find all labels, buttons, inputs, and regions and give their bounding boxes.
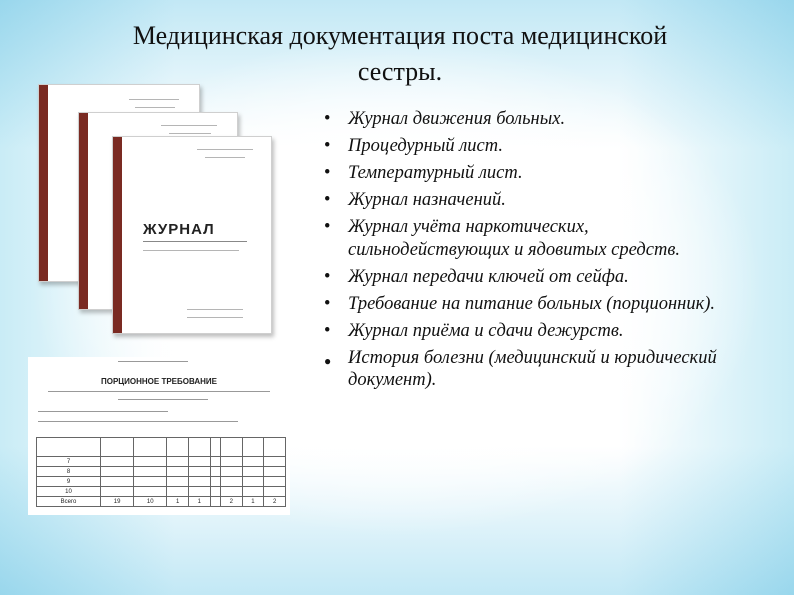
list-item (322, 216, 742, 261)
bullet-icon: ● (324, 353, 332, 368)
table-cell (167, 477, 189, 487)
cover-text-line (143, 250, 239, 251)
table-cell (188, 477, 210, 487)
form-text-line (118, 399, 208, 400)
list-item (322, 320, 742, 343)
table-cell: 8 (37, 467, 101, 477)
form-text-line (118, 361, 188, 362)
list-item (322, 347, 742, 392)
table-cell: 10 (134, 497, 167, 507)
journal-spine (79, 113, 88, 309)
table-cell (264, 438, 286, 457)
bullet-icon: • (324, 163, 331, 183)
table-cell: Всего (37, 497, 101, 507)
table-cell (220, 467, 242, 477)
table-cell (134, 467, 167, 477)
bullet-icon: • (324, 109, 331, 129)
table-cell (167, 467, 189, 477)
table-cell: 19 (101, 497, 134, 507)
table-cell (264, 487, 286, 497)
form-title: ПОРЦИОННОЕ ТРЕБОВАНИЕ (100, 377, 217, 386)
list-item (322, 266, 742, 289)
table-row (37, 497, 286, 507)
table-cell: 1 (167, 497, 189, 507)
form-table (36, 437, 286, 507)
table-cell (167, 457, 189, 467)
journal-cover-front (112, 136, 272, 334)
list-item-text: История болезни (медицинский и юридический документ). (348, 347, 717, 390)
table-cell: 9 (37, 477, 101, 487)
table-cell (101, 457, 134, 467)
table-cell (167, 438, 189, 457)
table-cell (220, 487, 242, 497)
list-item (322, 189, 742, 212)
table-cell (210, 467, 220, 477)
list-item-text: Требование на питание больных (порционник). (348, 293, 716, 314)
table-cell (264, 477, 286, 487)
table-cell (101, 438, 134, 457)
bullet-icon: • (324, 266, 331, 287)
table-cell (242, 457, 264, 467)
table-cell (134, 438, 167, 457)
table-cell (210, 438, 220, 457)
table-cell (101, 467, 134, 477)
list-item-text: Журнал передачи ключей от сейфа. (348, 266, 629, 287)
cover-text-line (135, 107, 175, 108)
table-cell (242, 477, 264, 487)
cover-text-line (129, 99, 179, 100)
table-row (37, 477, 286, 487)
bullet-icon: • (324, 293, 331, 314)
title-line-2: сестры. (357, 57, 443, 86)
table-cell (210, 477, 220, 487)
table-cell (242, 487, 264, 497)
table-cell (210, 487, 220, 497)
list-item (322, 162, 742, 185)
table-cell (188, 467, 210, 477)
cover-text-line (187, 309, 243, 310)
table-cell: 1 (242, 497, 264, 507)
cover-text-line (143, 241, 247, 242)
table-cell (134, 487, 167, 497)
table-cell (188, 438, 210, 457)
table-cell (134, 457, 167, 467)
table-cell (101, 487, 134, 497)
list-item (322, 293, 742, 316)
table-cell (188, 457, 210, 467)
table-cell (220, 477, 242, 487)
table-cell (167, 487, 189, 497)
cover-text-line (161, 125, 217, 126)
table-cell: 10 (37, 487, 101, 497)
ration-form-image (28, 357, 290, 515)
table-cell (134, 477, 167, 487)
bullet-icon: • (324, 136, 331, 156)
list-item-text: Журнал учёта наркотических, сильнодействующих и ядовитых средств. (348, 217, 680, 260)
form-text-line (48, 391, 270, 392)
bullet-icon: • (324, 190, 331, 210)
table-cell (210, 457, 220, 467)
table-cell (210, 497, 220, 507)
list-item-text: Журнал приёма и сдачи дежурств. (348, 320, 624, 341)
form-text-line (38, 421, 238, 422)
table-cell (37, 438, 101, 457)
table-row (37, 457, 286, 467)
table-cell (264, 457, 286, 467)
cover-text-line (205, 157, 245, 158)
journal-title: ЖУРНАЛ (143, 221, 215, 238)
table-cell (264, 467, 286, 477)
table-cell: 2 (220, 497, 242, 507)
list-item-text: Температурный лист. (348, 163, 523, 183)
table-row (37, 487, 286, 497)
table-cell (188, 487, 210, 497)
table-row (37, 467, 286, 477)
bullet-icon: • (324, 320, 331, 341)
list-item (322, 135, 742, 158)
cover-text-line (187, 317, 243, 318)
list-item (322, 108, 742, 131)
slide-title (60, 18, 740, 90)
journal-spine (39, 85, 48, 281)
table-cell: 1 (188, 497, 210, 507)
bullet-icon: • (324, 217, 331, 237)
table-cell (220, 438, 242, 457)
table-cell (242, 467, 264, 477)
cover-text-line (197, 149, 253, 150)
table-cell (220, 457, 242, 467)
cover-text-line (169, 133, 211, 134)
documents-list (322, 108, 742, 396)
table-cell (101, 477, 134, 487)
table-cell: 7 (37, 457, 101, 467)
form-text-line (38, 411, 168, 412)
list-item-text: Процедурный лист. (348, 136, 503, 156)
list-item-text: Журнал движения больных. (348, 109, 566, 129)
title-line-1: Медицинская документация поста медицинской (132, 21, 668, 50)
table-row (37, 438, 286, 457)
table-cell (242, 438, 264, 457)
journal-spine (113, 137, 122, 333)
list-item-text: Журнал назначений. (348, 190, 506, 210)
table-cell: 2 (264, 497, 286, 507)
